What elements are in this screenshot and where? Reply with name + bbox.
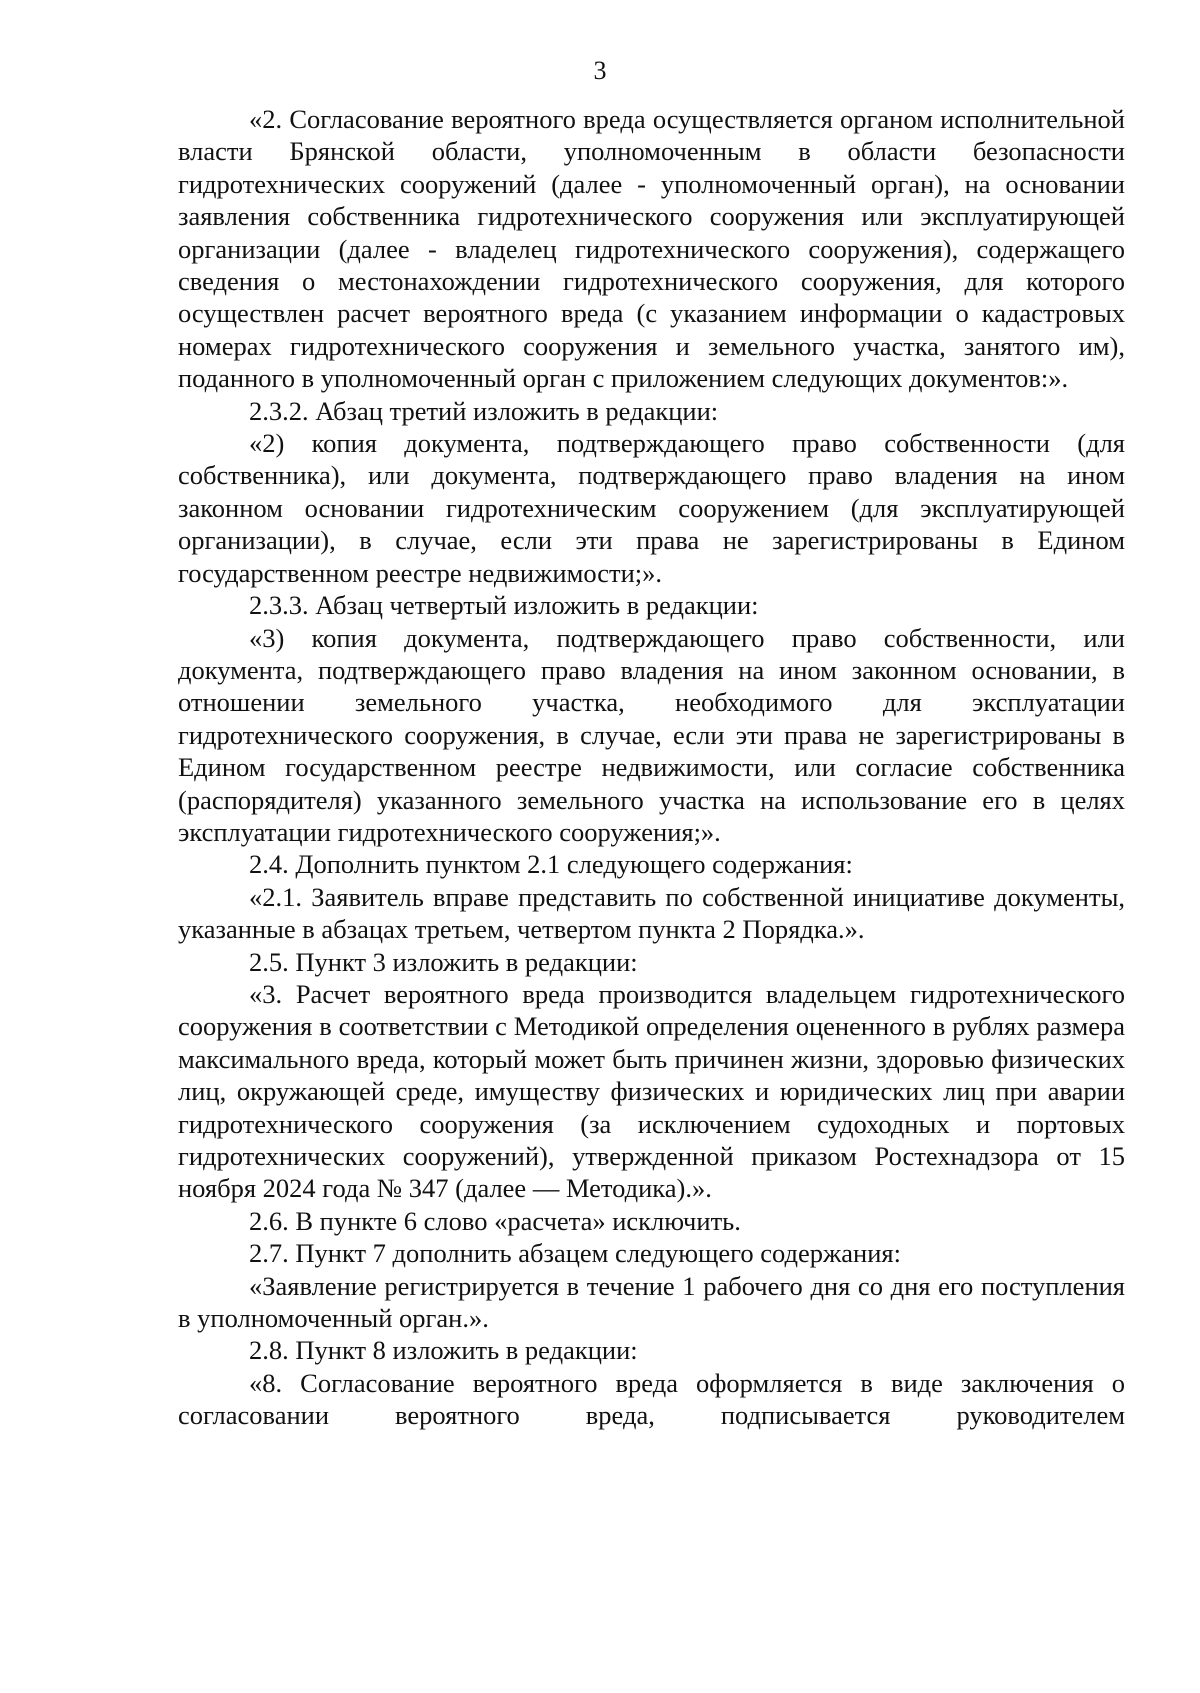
- paragraph-quote-2-1: «2.1. Заявитель вправе представить по собственной инициативе документы, указанные в абзацах третьем, четвертом пункта 2 Порядка.».: [178, 881, 1125, 945]
- paragraph-quote-application: «Заявление регистрируется в течение 1 рабочего дня со дня его поступления в уполномоченный орган.».: [178, 1270, 1125, 1334]
- paragraph-2-3-2: 2.3.2. Абзац третий изложить в редакции:: [249, 395, 719, 426]
- page-number: 3: [593, 56, 607, 85]
- paragraph-quote-item-3: «3. Расчет вероятного вреда производится владельцем гидротехнического сооружения в соответствии с Методикой определения оцененного в рублях размера максимального вреда, который может быть причинен жизни, здоровью физических лиц, окружающей среде, имуществу физических и юридических лиц при аварии гидротехнического сооружения (за исключением судоходных и портовых гидротехнических сооружений), утвержденной приказом Ростехнадзора от 15 ноября 2024 года № 347 (далее — Методика).».: [178, 978, 1125, 1204]
- document-body: [178, 103, 1125, 1432]
- paragraph-quote-8: «8. Согласование вероятного вреда оформляется в виде заключения о согласовании вероятного вреда, подписывается руководителем: [178, 1367, 1125, 1431]
- paragraph-2-5: 2.5. Пункт 3 изложить в редакции:: [249, 946, 638, 977]
- paragraph-quote-2: «2) копия документа, подтверждающего право собственности (для собственника), или документа, подтверждающего право владения на ином законном основании гидротехническим сооружением (для эксплуатирующей организации), в случае, если эти права не зарегистрированы в Едином государственном реестре недвижимости;».: [178, 428, 1125, 588]
- paragraph-2-8: 2.8. Пункт 8 изложить в редакции:: [249, 1335, 638, 1366]
- paragraph-quote-3: «3) копия документа, подтверждающего право собственности, или документа, подтверждающего право владения на ином законном основании, в отношении земельного участка, необходимого для эксплуатации гидротехнического сооружения, в случае, если эти права не зарегистрированы в Едином государственном реестре недвижимости, или согласие собственника (распорядителя) указанного земельного участка на использование его в целях эксплуатации гидротехнического сооружения;».: [178, 622, 1125, 847]
- paragraph-2-6: 2.6. В пункте 6 слово «расчета» исключить.: [249, 1205, 741, 1236]
- paragraph-2-7: 2.7. Пункт 7 дополнить абзацем следующего содержания:: [249, 1238, 901, 1269]
- paragraph-item-2: «2. Согласование вероятного вреда осуществляется органом исполнительной власти Брянской области, уполномоченным в области безопасности гидротехнических сооружений (далее - уполномоченный орган), на основании заявления собственника гидротехнического сооружения или эксплуатирующей организации (далее - владелец гидротехнического сооружения), содержащего сведения о местонахождении гидротехнического сооружения, для которого осуществлен расчет вероятного вреда (с указанием информации о кадастровых номерах гидротехнического сооружения и земельного участка, занятого им), поданного в уполномоченный орган с приложением следующих документов:».: [178, 104, 1125, 394]
- paragraph-2-4: 2.4. Дополнить пунктом 2.1 следующего содержания:: [249, 849, 853, 880]
- paragraph-2-3-3: 2.3.3. Абзац четвертый изложить в редакции:: [249, 590, 759, 621]
